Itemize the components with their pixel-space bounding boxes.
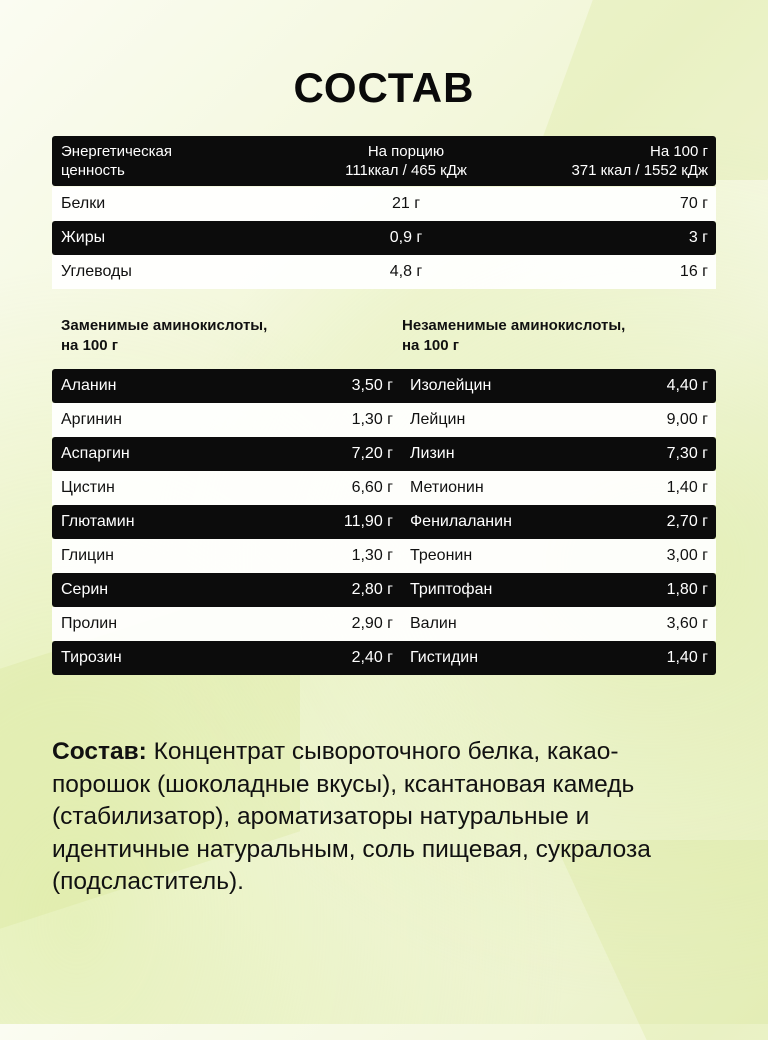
nutrient-portion-value: 0,9 г (389, 229, 423, 246)
composition-label: Состав: (52, 738, 147, 765)
amino-name: Фенилаланин (410, 513, 512, 530)
page-title: СОСТАВ (293, 64, 475, 111)
nutrient-name: Углеводы (61, 263, 132, 280)
amino-row (52, 471, 716, 505)
amino-name: Аланин (61, 377, 117, 394)
nutrition-row-carbs (52, 255, 716, 289)
nutrition-row-fat (52, 221, 716, 255)
nutrient-portion-value: 4,8 г (389, 263, 423, 280)
amino-name: Глицин (61, 547, 114, 564)
nutrient-per100-value: 3 г (688, 229, 708, 246)
composition-paragraph (52, 736, 712, 899)
portion-header-cell: На порцию 111ккал / 465 кДж (345, 143, 467, 179)
amino-value: 2,40 г (351, 649, 393, 666)
amino-value: 7,30 г (666, 445, 708, 462)
amino-value: 7,20 г (351, 445, 393, 462)
amino-row (52, 403, 716, 437)
per100-header-cell: На 100 г 371 ккал / 1552 кДж (571, 143, 708, 179)
nutrient-name: Белки (61, 195, 106, 212)
amino-name: Глютамин (61, 513, 135, 530)
amino-row (52, 641, 716, 675)
amino-name: Изолейцин (410, 377, 492, 394)
nutrition-header-row (52, 136, 716, 186)
amino-value: 2,80 г (351, 581, 393, 598)
amino-row (52, 437, 716, 471)
amino-row (52, 539, 716, 573)
amino-value: 4,40 г (666, 377, 708, 394)
amino-value: 3,60 г (666, 615, 708, 632)
essential-amino-heading: Незаменимые аминокислоты, на 100 г (402, 317, 626, 354)
amino-value: 1,80 г (666, 581, 708, 598)
amino-value: 11,90 г (343, 513, 393, 530)
amino-name: Метионин (410, 479, 484, 496)
amino-name: Аспаргин (61, 445, 130, 462)
amino-value: 1,30 г (351, 411, 393, 428)
composition-text: Концентрат сывороточного белка, какао-порошок (шоколадные вкусы), ксантановая камедь (стабилизатор), ароматизаторы натуральные и идентичные натуральным, соль пищевая, сукралоза (подсластитель). (52, 738, 651, 895)
amino-value: 6,60 г (351, 479, 393, 496)
amino-name: Лизин (410, 445, 455, 462)
nutrition-row-protein (52, 187, 716, 221)
nutrient-per100-value: 16 г (679, 263, 708, 280)
amino-row (52, 607, 716, 641)
amino-value: 2,70 г (666, 513, 708, 530)
amino-value: 1,30 г (351, 547, 393, 564)
amino-name: Гистидин (410, 649, 479, 666)
amino-value: 9,00 г (666, 411, 708, 428)
amino-name: Пролин (61, 615, 118, 632)
amino-value: 2,90 г (351, 615, 393, 632)
nutrient-per100-value: 70 г (679, 195, 708, 212)
amino-name: Аргинин (61, 411, 122, 428)
amino-name: Триптофан (410, 581, 493, 598)
amino-name: Лейцин (410, 411, 466, 428)
amino-name: Тирозин (61, 649, 122, 666)
nonessential-amino-heading: Заменимые аминокислоты, на 100 г (61, 317, 268, 354)
amino-row (52, 369, 716, 403)
amino-name: Серин (61, 581, 109, 598)
nutrient-portion-value: 21 г (391, 195, 421, 212)
nutrient-name: Жиры (61, 229, 106, 246)
amino-name: Валин (410, 615, 457, 632)
amino-name: Цистин (61, 479, 115, 496)
amino-value: 3,50 г (351, 377, 393, 394)
amino-value: 3,00 г (666, 547, 708, 564)
amino-value: 1,40 г (666, 479, 708, 496)
amino-row (52, 573, 716, 607)
amino-row (52, 505, 716, 539)
energy-header-cell: Энергетическая ценность (61, 143, 172, 179)
amino-name: Треонин (410, 547, 473, 564)
amino-value: 1,40 г (666, 649, 708, 666)
